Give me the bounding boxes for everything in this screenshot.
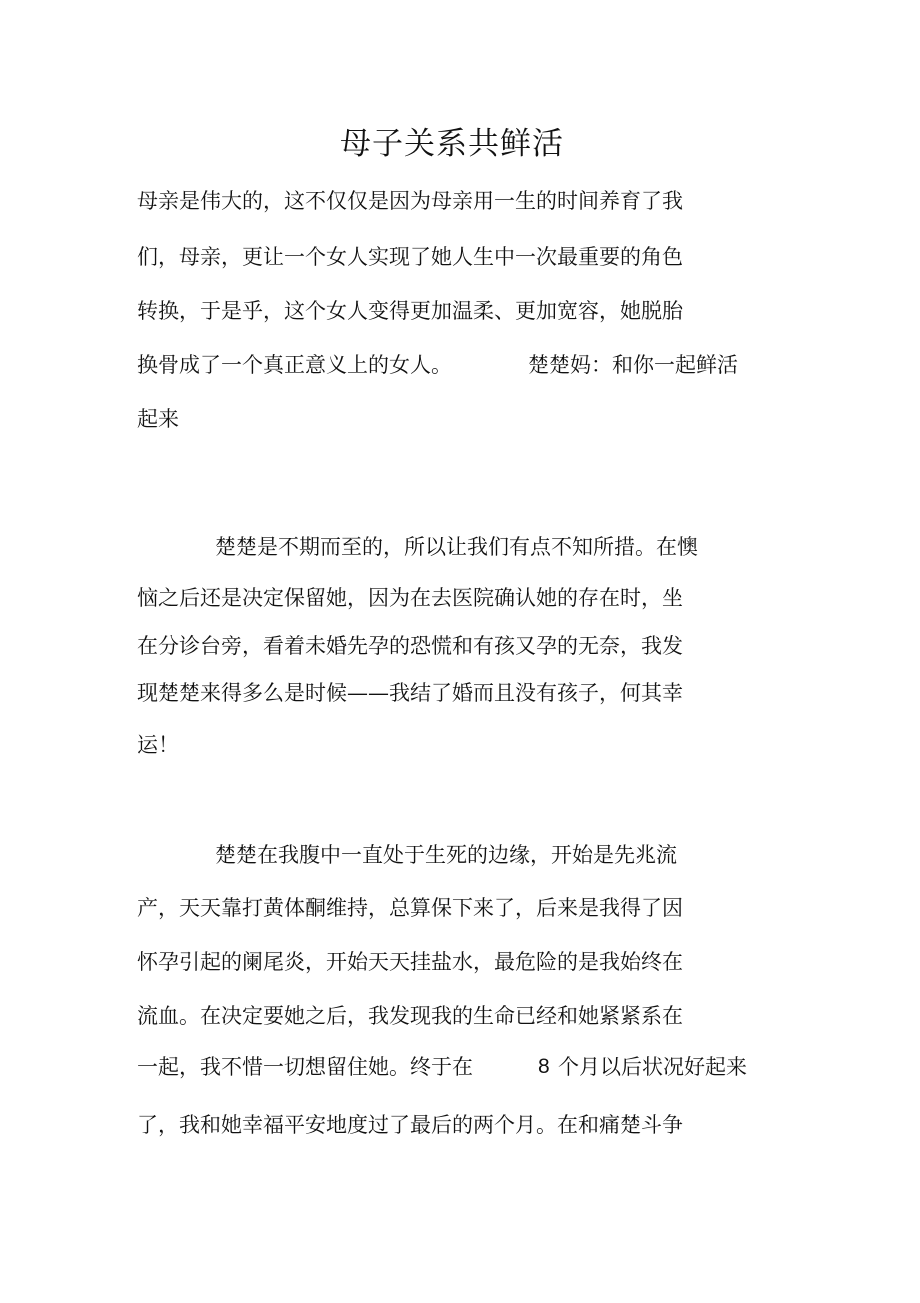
- paragraph-2-line-3: 在分诊台旁，看着未婚先孕的恐慌和有孩又孕的无奈，我发: [137, 634, 683, 658]
- paragraph-3-line-2: 产，天天靠打黄体酮维持，总算保下来了，后来是我得了因: [137, 896, 683, 920]
- paragraph-3-line-5: 一起，我不惜一切想留住她。终于在: [137, 1055, 473, 1079]
- paragraph-3-line-5-tail: 个月以后状况好起来: [558, 1055, 747, 1079]
- paragraph-2-line-5: 运！: [137, 733, 179, 757]
- paragraph-3-line-6: 了，我和她幸福平安地度过了最后的两个月。在和痛楚斗争: [137, 1113, 683, 1137]
- paragraph-3-line-5-number: 8: [538, 1055, 550, 1078]
- paragraph-1-line-4-text: 换骨成了一个真正意义上的女人。: [137, 353, 452, 377]
- paragraph-3-line-1: 楚楚在我腹中一直处于生死的边缘，开始是先兆流: [215, 843, 677, 867]
- paragraph-2-line-2: 恼之后还是决定保留她，因为在去医院确认她的存在时，坐: [137, 586, 683, 610]
- paragraph-1-line-4: [137, 350, 452, 380]
- paragraph-1-line-1: 母亲是伟大的，这不仅仅是因为母亲用一生的时间养育了我: [137, 189, 683, 213]
- paragraph-3-line-4: 流血。在决定要她之后，我发现我的生命已经和她紧紧系在: [137, 1004, 683, 1028]
- paragraph-2-line-1: 楚楚是不期而至的，所以让我们有点不知所措。在懊: [215, 535, 698, 559]
- paragraph-3-line-3: 怀孕引起的阑尾炎，开始天天挂盐水，最危险的是我始终在: [137, 950, 683, 974]
- paragraph-1-line-5: 起来: [137, 407, 179, 431]
- document-title: 母子关系共鲜活: [340, 126, 564, 162]
- paragraph-2-line-4: 现楚楚来得多么是时候——我结了婚而且没有孩子，何其幸: [137, 681, 683, 705]
- paragraph-1-line-3: 转换，于是乎，这个女人变得更加温柔、更加宽容，她脱胎: [137, 299, 683, 323]
- paragraph-1-line-2: 们，母亲，更让一个女人实现了她人生中一次最重要的角色: [137, 245, 683, 269]
- paragraph-1-line-4-tail: 楚楚妈：和你一起鲜活: [528, 353, 738, 377]
